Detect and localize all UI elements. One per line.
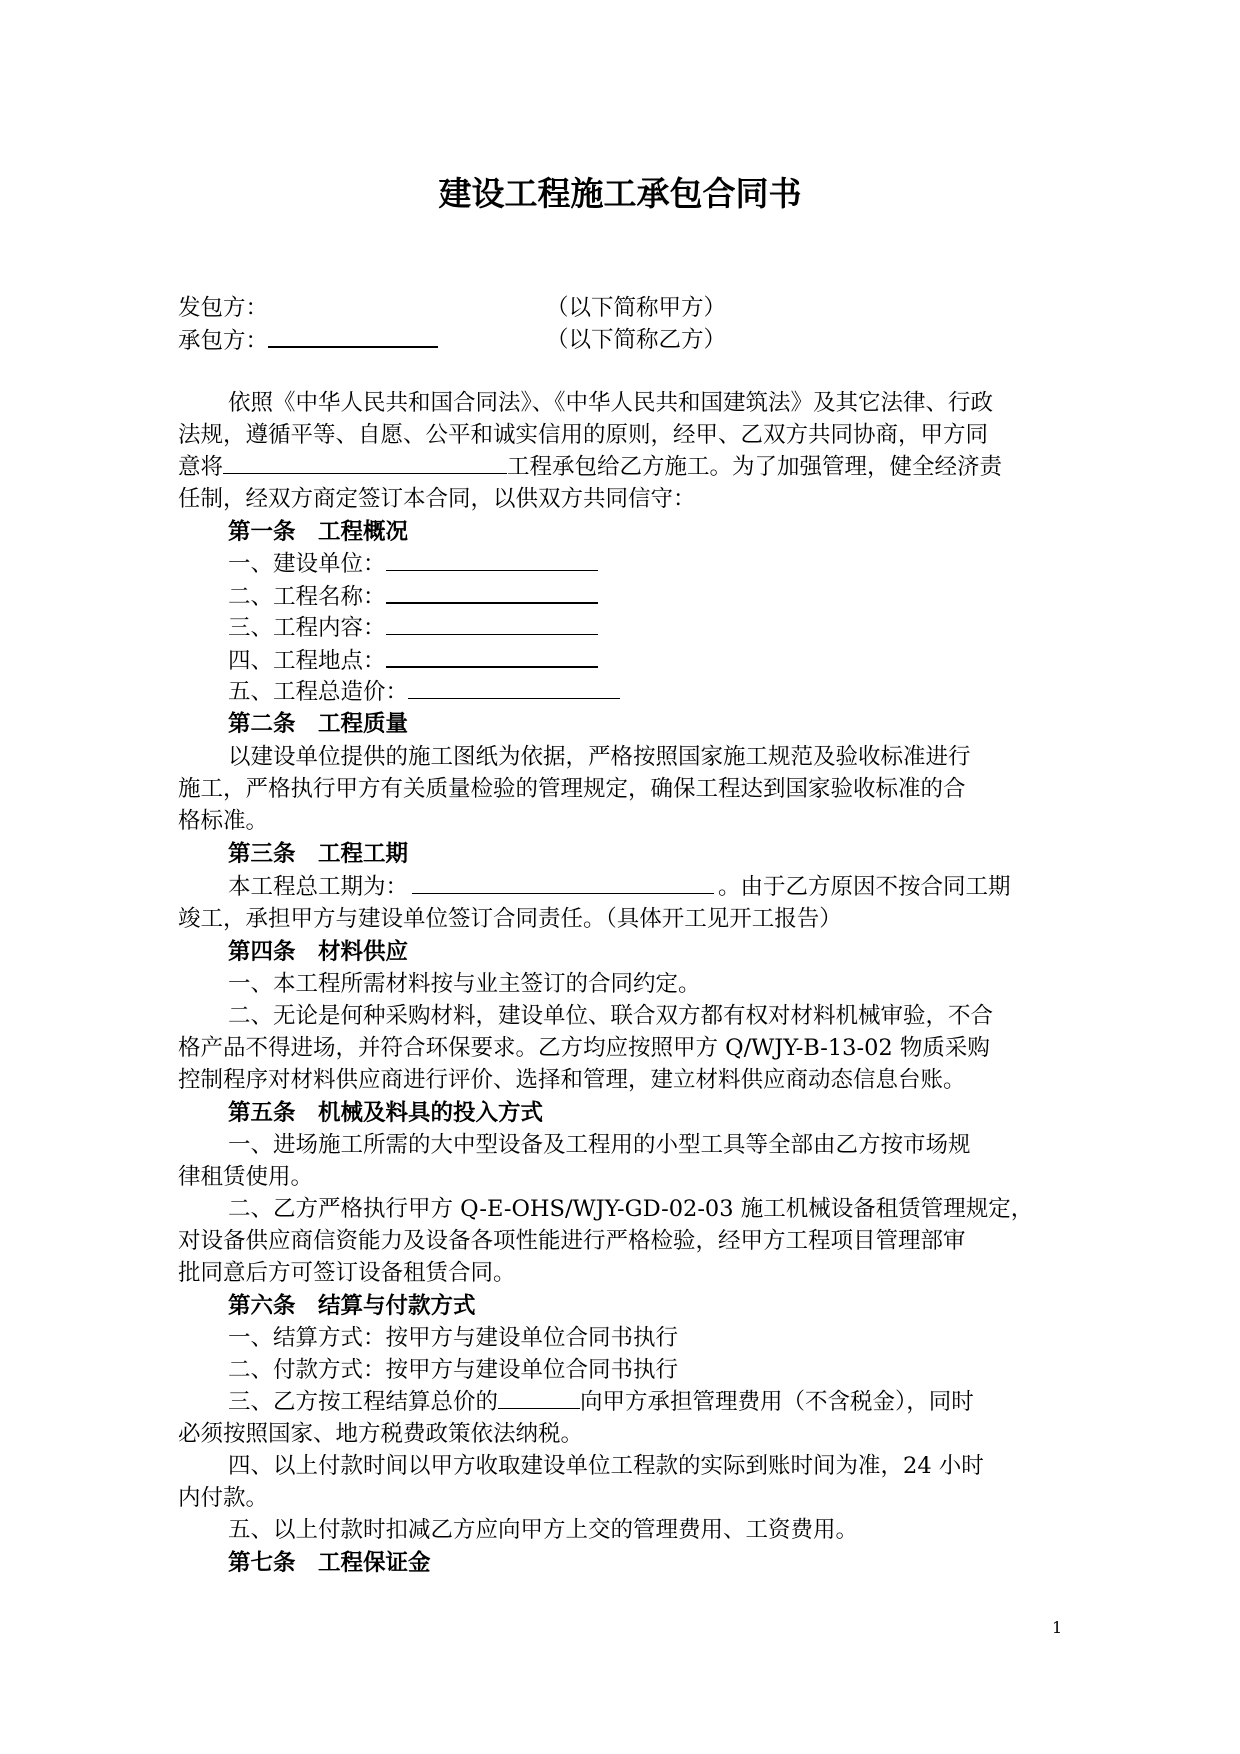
contractor-label: 承包方：: [178, 328, 269, 354]
art4-line-1: 一、本工程所需材料按与业主签订的合同约定。: [228, 971, 701, 997]
document-title: 建设工程施工承包合同书: [438, 174, 802, 213]
article-5-heading: 第五条 机械及料具的投入方式: [228, 1100, 544, 1126]
art6-line-3: [228, 1386, 974, 1418]
art6-line-1: 一、结算方式：按甲方与建设单位合同书执行: [228, 1325, 679, 1351]
art4-line-3: 格产品不得进场，并符合环保要求。乙方均应按照甲方 Q/WJY-B-13-02 物质采购: [178, 1035, 990, 1061]
intro-text-a: 意将: [178, 454, 224, 480]
art1-item-4-label: 四、工程地点：: [228, 648, 386, 674]
employer-note: （以下简称甲方）: [546, 295, 727, 321]
art2-line-1: 以建设单位提供的施工图纸为依据，严格按照国家施工规范及验收标准进行: [228, 744, 971, 770]
art6-line-7: 五、以上付款时扣减乙方应向甲方上交的管理费用、工资费用。: [228, 1517, 859, 1543]
art6-line-4: 必须按照国家、地方税费政策依法纳税。: [178, 1421, 584, 1447]
page-number: 1: [1052, 1618, 1063, 1637]
article-4-heading: 第四条 材料供应: [228, 939, 409, 965]
art5-line-5: 批同意后方可签订设备租赁合同。: [178, 1260, 516, 1286]
art3-line-2: 竣工，承担甲方与建设单位签订合同责任。（具体开工见开工报告）: [178, 906, 842, 932]
art1-item-5-blank: [408, 676, 620, 699]
employer-label: 发包方：: [178, 295, 269, 321]
art1-item-1: [228, 548, 598, 580]
art1-item-5-label: 五、工程总造价：: [228, 679, 409, 705]
article-3-heading: 第三条 工程工期: [228, 841, 409, 867]
fee-rate-blank: [498, 1386, 580, 1409]
intro-line-3: [178, 451, 1002, 483]
art4-line-4: 控制程序对材料供应商进行评价、选择和管理，建立材料供应商动态信息台账。: [178, 1067, 966, 1093]
contractor-line: [178, 324, 438, 357]
contractor-note: （以下简称乙方）: [546, 327, 727, 353]
art1-item-3: [228, 612, 598, 644]
art1-item-3-blank: [386, 612, 598, 635]
art6-line-6: 内付款。: [178, 1485, 269, 1511]
intro-line-2: 法规，遵循平等、自愿、公平和诚实信用的原则，经甲、乙双方共同协商，甲方同: [178, 422, 989, 448]
art6-l3-text-a: 三、乙方按工程结算总价的: [228, 1389, 499, 1415]
art6-line-5: 四、以上付款时间以甲方收取建设单位工程款的实际到账时间为准，24 小时: [228, 1453, 984, 1479]
art4-line-2: 二、无论是何种采购材料，建设单位、联合双方都有权对材料机械审验，不合: [228, 1003, 994, 1029]
art1-item-1-blank: [386, 548, 598, 571]
art3-text-a: 本工程总工期为：: [228, 874, 409, 900]
art1-item-2-label: 二、工程名称：: [228, 584, 386, 610]
intro-line-1: 依照《中华人民共和国合同法》、《中华人民共和国建筑法》及其它法律、行政: [228, 390, 994, 416]
intro-line-4: 任制，经双方商定签订本合同，以供双方共同信守：: [178, 486, 696, 512]
duration-blank: [412, 871, 714, 894]
art6-l3-text-b: 向甲方承担管理费用（不含税金），同时: [580, 1389, 974, 1415]
article-6-heading: 第六条 结算与付款方式: [228, 1293, 476, 1319]
contractor-blank: [268, 324, 438, 348]
art1-item-2: [228, 580, 598, 613]
art2-line-2: 施工，严格执行甲方有关质量检验的管理规定，确保工程达到国家验收标准的合: [178, 776, 966, 802]
art1-item-4: [228, 644, 598, 677]
art3-line-1: [228, 871, 1011, 903]
project-name-blank: [223, 451, 507, 474]
art2-line-3: 格标准。: [178, 808, 269, 834]
art1-item-4-blank: [386, 644, 598, 668]
art5-line-3: 二、乙方严格执行甲方 Q-E-OHS/WJY-GD-02-03 施工机械设备租赁管理规定，: [228, 1196, 1034, 1222]
article-7-heading: 第七条 工程保证金: [228, 1550, 431, 1576]
article-1-heading: 第一条 工程概况: [228, 519, 409, 545]
art5-line-2: 律租赁使用。: [178, 1164, 314, 1190]
art1-item-1-label: 一、建设单位：: [228, 551, 386, 577]
art1-item-3-label: 三、工程内容：: [228, 615, 386, 641]
art3-text-b: 。由于乙方原因不按合同工期: [718, 874, 1011, 900]
intro-text-b: 工程承包给乙方施工。为了加强管理，健全经济责: [507, 454, 1003, 480]
art1-item-2-blank: [386, 580, 598, 604]
article-2-heading: 第二条 工程质量: [228, 711, 409, 737]
art1-item-5: [228, 676, 620, 708]
art5-line-4: 对设备供应商信资能力及设备各项性能进行严格检验，经甲方工程项目管理部审: [178, 1228, 966, 1254]
art6-line-2: 二、付款方式：按甲方与建设单位合同书执行: [228, 1357, 679, 1383]
art5-line-1: 一、进场施工所需的大中型设备及工程用的小型工具等全部由乙方按市场规: [228, 1132, 971, 1158]
